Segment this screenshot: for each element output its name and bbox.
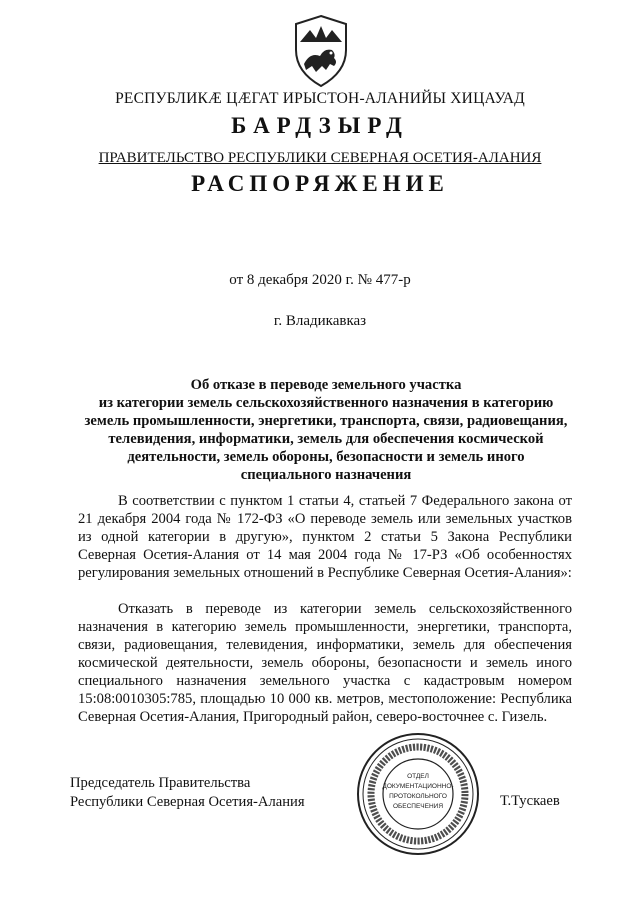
seal-center-line: ПРОТОКОЛЬНОГО — [389, 793, 447, 800]
seal-center-line: ОТДЕЛ — [407, 773, 429, 780]
body-paragraph-decision: Отказать в переводе из категории земель сельскохозяйственного назначения в категорию земель промышленности, энергетики, транспорта, связи, радиовещания, телевидения, информатики, земель для обеспечения космической деятельности, земель обороны, безопасности и земель иного специального назначения земельного участка с кадастровым номером 15:08:0010305:785, площадью 10 000 кв. метров, местоположение: Республика Северная Осетия-Алания, Пригородный район, северо-восточнее с. Гизель. — [78, 601, 572, 725]
signatory-position — [70, 774, 305, 812]
subject-line: Об отказе в переводе земельного участка — [190, 377, 462, 393]
seal-center-line: ОБЕСПЕЧЕНИЯ — [392, 803, 444, 810]
coat-of-arms-icon — [290, 14, 352, 88]
signatory-name: Т.Тускаев — [500, 793, 560, 809]
subject-line: земель промышленности, энергетики, транспорта, связи, радиовещания, — [84, 413, 568, 429]
subject-line: телевидения, информатики, земель для обеспечения космической — [108, 431, 544, 447]
ossetian-government-title: РЕСПУБЛИКӔ ЦӔГАТ ИРЫСТОН-АЛАНИЙЫ ХИЦАУАД — [115, 90, 525, 107]
body-paragraph-legal-basis: В соответствии с пунктом 1 статьи 4, статьей 7 Федерального закона от 21 декабря 2004 года № 172-ФЗ «О переводе земель или земельных участков из одной категории в другую», пунктом 2 статьи 5 Закона Республики Северная Осетия-Алания от 14 мая 2004 года № 17-РЗ «Об особенностях регулирования земельных отношений в Республике Северная Осетия-Алания»: — [78, 493, 572, 581]
document-subject — [78, 376, 574, 484]
official-seal-icon — [356, 732, 480, 856]
subject-line: специального назначения — [240, 467, 412, 483]
russian-document-type: РАСПОРЯЖЕНИЕ — [191, 171, 449, 196]
signatory-position-line: Председатель Правительства — [70, 775, 251, 791]
document-city: г. Владикавказ — [273, 313, 367, 329]
russian-government-title: ПРАВИТЕЛЬСТВО РЕСПУБЛИКИ СЕВЕРНАЯ ОСЕТИЯ-АЛАНИЯ — [98, 150, 542, 166]
signatory-position-line: Республики Северная Осетия-Алания — [70, 794, 305, 810]
document-date-number: от 8 декабря 2020 г. № 477-р — [229, 272, 411, 288]
seal-center-line: ДОКУМЕНТАЦИОННО- — [382, 783, 454, 790]
ossetian-document-type: БАРДЗЫРД — [231, 113, 409, 138]
subject-line: из категории земель сельскохозяйственного назначения в категорию — [98, 395, 554, 411]
subject-line: деятельности, земель обороны, безопасности и земель иного — [127, 449, 525, 465]
